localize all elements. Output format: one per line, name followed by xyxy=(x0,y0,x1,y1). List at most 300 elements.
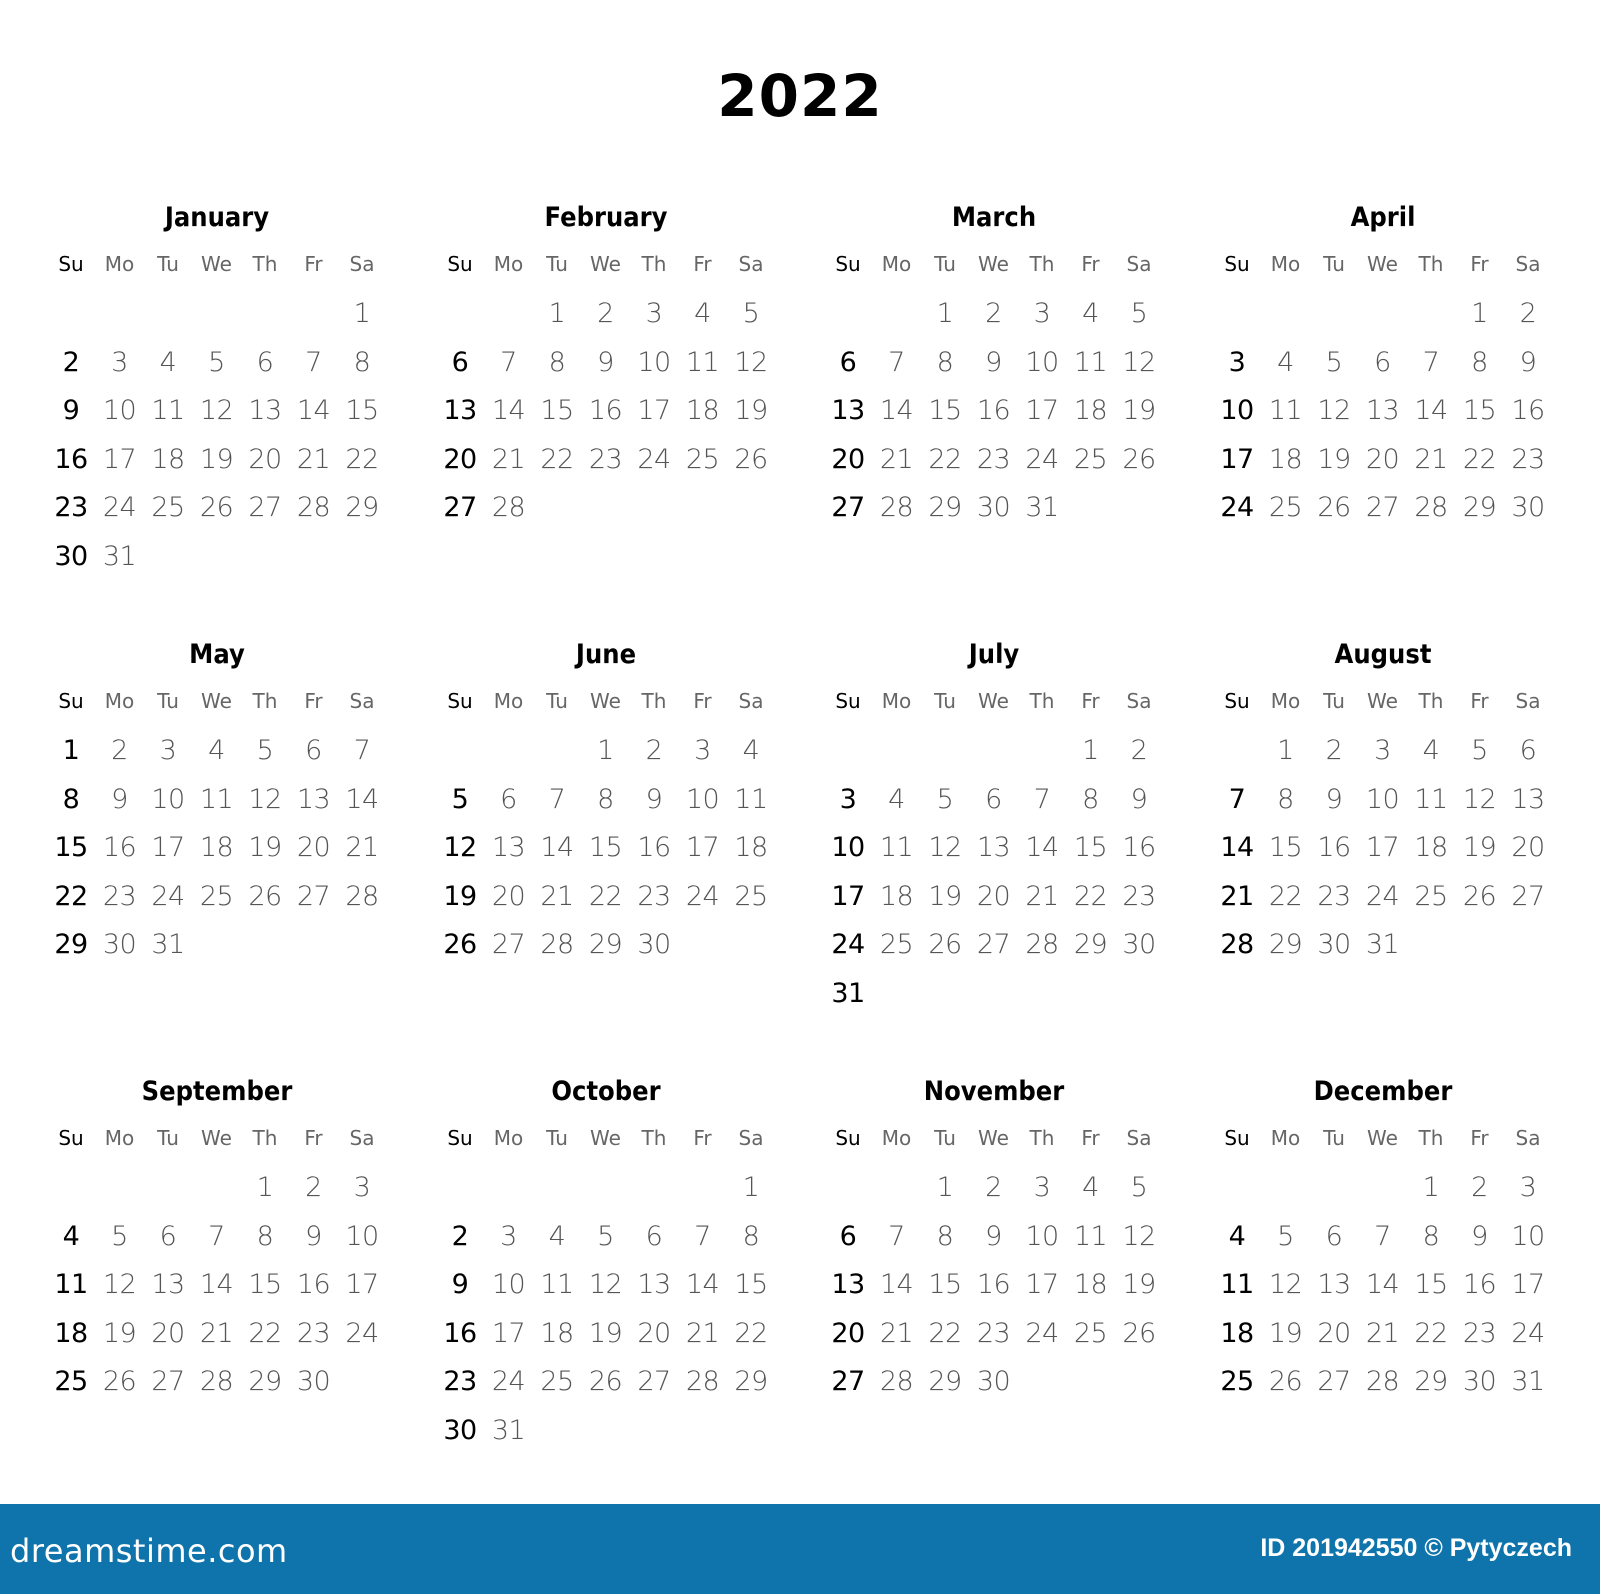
day-cell: 30 xyxy=(976,1366,1011,1397)
day-cell: 21 xyxy=(879,1317,914,1349)
day-cell: 28 xyxy=(1220,929,1254,960)
day-cell: 9 xyxy=(111,783,128,815)
day-cell: 26 xyxy=(248,880,282,912)
day-cell: 8 xyxy=(1277,783,1294,815)
weekday-header: Fr xyxy=(693,252,712,276)
day-cell: 7 xyxy=(353,735,371,766)
day-cell: 20 xyxy=(491,880,526,912)
day-cell: 14 xyxy=(540,832,574,863)
weekday-header: We xyxy=(1367,252,1398,276)
footer-bar xyxy=(0,1504,1600,1594)
day-cell: 5 xyxy=(1130,298,1148,329)
day-cell: 10 xyxy=(491,1269,526,1300)
day-cell: 27 xyxy=(248,492,282,523)
day-cell: 1 xyxy=(256,1172,274,1203)
day-cell: 21 xyxy=(685,1317,720,1349)
day-cell: 21 xyxy=(1414,443,1448,475)
day-cell: 15 xyxy=(1073,832,1108,863)
day-cell: 29 xyxy=(928,1366,962,1397)
day-cell: 9 xyxy=(985,1220,1002,1252)
day-cell: 9 xyxy=(985,346,1002,378)
day-cell: 19 xyxy=(1462,832,1497,863)
day-cell: 2 xyxy=(62,346,80,378)
day-cell: 17 xyxy=(1511,1269,1545,1300)
weekday-header: Th xyxy=(641,689,667,713)
day-cell: 16 xyxy=(54,443,88,475)
day-cell: 31 xyxy=(1025,492,1059,523)
day-cell: 21 xyxy=(1365,1317,1400,1349)
weekday-header: Sa xyxy=(1515,252,1541,276)
day-cell: 30 xyxy=(1317,929,1351,960)
day-cell: 25 xyxy=(540,1366,574,1397)
day-cell: 6 xyxy=(256,346,274,378)
day-cell: 2 xyxy=(451,1220,469,1252)
day-cell: 31 xyxy=(102,540,137,572)
day-cell: 30 xyxy=(1511,492,1545,523)
day-cell: 20 xyxy=(443,443,477,475)
day-cell: 8 xyxy=(62,783,80,815)
weekday-header: Th xyxy=(252,252,278,276)
day-cell: 4 xyxy=(1082,298,1099,329)
day-cell: 4 xyxy=(208,735,225,766)
day-cell: 19 xyxy=(199,443,234,475)
day-cell: 10 xyxy=(831,832,865,863)
day-cell: 3 xyxy=(1228,346,1246,378)
month-name: May xyxy=(189,639,245,670)
weekday-header: Sa xyxy=(349,1126,375,1150)
day-cell: 11 xyxy=(199,783,234,815)
day-cell: 19 xyxy=(248,832,282,863)
day-cell: 16 xyxy=(102,832,137,863)
day-cell: 23 xyxy=(1462,1317,1497,1349)
day-cell: 16 xyxy=(443,1317,477,1349)
day-cell: 26 xyxy=(1268,1366,1303,1397)
day-cell: 13 xyxy=(248,395,282,426)
day-cell: 30 xyxy=(637,929,671,960)
day-cell: 18 xyxy=(1268,443,1303,475)
day-cell: 16 xyxy=(588,395,623,426)
day-cell: 22 xyxy=(928,443,962,475)
weekday-header: We xyxy=(201,252,232,276)
day-cell: 9 xyxy=(1325,783,1343,815)
day-cell: 5 xyxy=(597,1220,614,1252)
day-cell: 1 xyxy=(1471,298,1488,329)
day-cell: 22 xyxy=(734,1317,768,1349)
day-cell: 21 xyxy=(345,832,379,863)
weekday-header: Mo xyxy=(104,1126,135,1150)
day-cell: 6 xyxy=(1519,735,1537,766)
weekday-header: Mo xyxy=(881,689,912,713)
weekday-header: Su xyxy=(835,689,861,713)
day-cell: 25 xyxy=(685,443,720,475)
weekday-header: Sa xyxy=(1515,689,1541,713)
day-cell: 11 xyxy=(540,1269,574,1300)
day-cell: 7 xyxy=(694,1220,711,1252)
day-cell: 28 xyxy=(540,929,574,960)
day-cell: 4 xyxy=(159,346,177,378)
weekday-header: Th xyxy=(252,689,278,713)
weekday-header: Mo xyxy=(493,1126,524,1150)
day-cell: 1 xyxy=(1082,735,1099,766)
day-cell: 4 xyxy=(694,298,711,329)
day-cell: 19 xyxy=(1122,395,1156,426)
weekday-header: Mo xyxy=(881,1126,912,1150)
day-cell: 24 xyxy=(1025,1317,1059,1349)
day-cell: 24 xyxy=(1220,492,1254,523)
day-cell: 27 xyxy=(831,492,865,523)
weekday-header: Mo xyxy=(104,252,135,276)
day-cell: 28 xyxy=(345,880,379,912)
day-cell: 18 xyxy=(1073,395,1108,426)
day-cell: 18 xyxy=(1073,1269,1108,1300)
day-cell: 17 xyxy=(1025,395,1059,426)
weekday-header: Sa xyxy=(738,1126,764,1150)
weekday-header: Th xyxy=(1029,689,1055,713)
day-cell: 23 xyxy=(296,1317,331,1349)
day-cell: 20 xyxy=(1511,832,1545,863)
day-cell: 8 xyxy=(1471,346,1488,378)
weekday-header: We xyxy=(978,252,1009,276)
day-cell: 5 xyxy=(451,783,469,815)
day-cell: 3 xyxy=(1033,298,1051,329)
weekday-header: We xyxy=(201,689,232,713)
weekday-header: Fr xyxy=(1470,689,1489,713)
day-cell: 6 xyxy=(645,1220,663,1252)
day-cell: 26 xyxy=(1122,443,1156,475)
day-cell: 14 xyxy=(1365,1269,1400,1300)
day-cell: 2 xyxy=(985,1172,1002,1203)
day-cell: 18 xyxy=(199,832,234,863)
day-cell: 1 xyxy=(548,298,566,329)
day-cell: 8 xyxy=(936,346,954,378)
day-cell: 13 xyxy=(443,395,477,426)
weekday-header: Tu xyxy=(546,252,568,276)
day-cell: 12 xyxy=(734,346,768,378)
day-cell: 2 xyxy=(1471,1172,1488,1203)
day-cell: 21 xyxy=(879,443,914,475)
day-cell: 27 xyxy=(1511,880,1545,912)
day-cell: 24 xyxy=(491,1366,526,1397)
day-cell: 21 xyxy=(540,880,574,912)
day-cell: 24 xyxy=(1025,443,1059,475)
weekday-header: Su xyxy=(447,689,473,713)
day-cell: 5 xyxy=(111,1220,128,1252)
day-cell: 4 xyxy=(1228,1220,1246,1252)
weekday-header: Mo xyxy=(493,689,524,713)
day-cell: 16 xyxy=(976,1269,1011,1300)
day-cell: 22 xyxy=(1268,880,1303,912)
day-cell: 22 xyxy=(588,880,623,912)
day-cell: 29 xyxy=(1414,1366,1448,1397)
month-name: March xyxy=(951,202,1037,233)
day-cell: 9 xyxy=(1519,346,1537,378)
day-cell: 23 xyxy=(588,443,623,475)
day-cell: 14 xyxy=(199,1269,234,1300)
weekday-header: Fr xyxy=(1470,1126,1489,1150)
day-cell: 4 xyxy=(548,1220,566,1252)
day-cell: 3 xyxy=(353,1172,371,1203)
day-cell: 17 xyxy=(151,832,185,863)
weekday-header: Sa xyxy=(738,689,764,713)
weekday-header: Fr xyxy=(304,252,323,276)
weekday-header: Su xyxy=(1224,252,1250,276)
day-cell: 15 xyxy=(1462,395,1497,426)
weekday-header: Sa xyxy=(1515,1126,1541,1150)
weekday-header: Th xyxy=(1418,1126,1444,1150)
weekday-header: Su xyxy=(1224,689,1250,713)
weekday-header: Th xyxy=(1029,1126,1055,1150)
day-cell: 20 xyxy=(151,1317,185,1349)
day-cell: 21 xyxy=(1220,880,1254,912)
weekday-header: Th xyxy=(1418,252,1444,276)
day-cell: 26 xyxy=(1122,1317,1156,1349)
day-cell: 1 xyxy=(936,298,954,329)
day-cell: 22 xyxy=(928,1317,962,1349)
day-cell: 8 xyxy=(353,346,371,378)
day-cell: 7 xyxy=(1422,346,1440,378)
day-cell: 16 xyxy=(976,395,1011,426)
day-cell: 20 xyxy=(248,443,282,475)
day-cell: 28 xyxy=(1025,929,1059,960)
day-cell: 27 xyxy=(976,929,1011,960)
day-cell: 1 xyxy=(936,1172,954,1203)
day-cell: 24 xyxy=(1365,880,1400,912)
day-cell: 1 xyxy=(597,735,614,766)
day-cell: 15 xyxy=(734,1269,768,1300)
day-cell: 15 xyxy=(54,832,88,863)
day-cell: 16 xyxy=(1122,832,1156,863)
day-cell: 2 xyxy=(1519,298,1537,329)
month-name: February xyxy=(544,202,668,233)
day-cell: 23 xyxy=(54,492,88,523)
day-cell: 19 xyxy=(1317,443,1351,475)
day-cell: 23 xyxy=(637,880,671,912)
day-cell: 3 xyxy=(1519,1172,1537,1203)
weekday-header: Fr xyxy=(693,689,712,713)
day-cell: 17 xyxy=(1220,443,1254,475)
day-cell: 12 xyxy=(928,832,962,863)
weekday-header: Fr xyxy=(1081,252,1100,276)
weekday-header: Fr xyxy=(1081,689,1100,713)
day-cell: 24 xyxy=(637,443,671,475)
day-cell: 4 xyxy=(742,735,760,766)
day-cell: 2 xyxy=(985,298,1002,329)
day-cell: 13 xyxy=(976,832,1011,863)
day-cell: 18 xyxy=(734,832,768,863)
weekday-header: Mo xyxy=(1270,252,1301,276)
weekday-header: Fr xyxy=(304,689,323,713)
weekday-header: Mo xyxy=(104,689,135,713)
day-cell: 9 xyxy=(305,1220,322,1252)
day-cell: 17 xyxy=(1025,1269,1059,1300)
day-cell: 25 xyxy=(151,492,185,523)
day-cell: 15 xyxy=(345,395,379,426)
day-cell: 25 xyxy=(1073,1317,1108,1349)
weekday-header: Tu xyxy=(1323,1126,1345,1150)
day-cell: 14 xyxy=(491,395,526,426)
day-cell: 30 xyxy=(1122,929,1156,960)
day-cell: 31 xyxy=(1511,1366,1545,1397)
weekday-header: Sa xyxy=(349,689,375,713)
day-cell: 2 xyxy=(1325,735,1343,766)
day-cell: 5 xyxy=(1277,1220,1294,1252)
day-cell: 19 xyxy=(1268,1317,1303,1349)
day-cell: 17 xyxy=(491,1317,526,1349)
weekday-header: Su xyxy=(447,252,473,276)
day-cell: 20 xyxy=(637,1317,671,1349)
weekday-header: Th xyxy=(1029,252,1055,276)
weekday-header: We xyxy=(590,1126,621,1150)
day-cell: 6 xyxy=(1325,1220,1343,1252)
month-name: December xyxy=(1313,1076,1453,1107)
weekday-header: Tu xyxy=(1323,689,1345,713)
day-cell: 28 xyxy=(879,492,914,523)
day-cell: 6 xyxy=(985,783,1002,815)
day-cell: 1 xyxy=(62,735,80,766)
day-cell: 16 xyxy=(1317,832,1351,863)
day-cell: 23 xyxy=(1122,880,1156,912)
day-cell: 23 xyxy=(976,1317,1011,1349)
day-cell: 11 xyxy=(1414,783,1448,815)
day-cell: 27 xyxy=(637,1366,671,1397)
day-cell: 24 xyxy=(1511,1317,1545,1349)
day-cell: 9 xyxy=(62,395,80,426)
day-cell: 17 xyxy=(345,1269,379,1300)
day-cell: 2 xyxy=(645,735,663,766)
day-cell: 15 xyxy=(1268,832,1303,863)
day-cell: 21 xyxy=(1025,880,1059,912)
day-cell: 3 xyxy=(645,298,663,329)
month-name: July xyxy=(968,639,1020,670)
day-cell: 30 xyxy=(976,492,1011,523)
day-cell: 16 xyxy=(1511,395,1545,426)
day-cell: 13 xyxy=(637,1269,671,1300)
day-cell: 29 xyxy=(54,929,88,960)
day-cell: 31 xyxy=(491,1414,526,1446)
day-cell: 25 xyxy=(1073,443,1108,475)
day-cell: 8 xyxy=(597,783,614,815)
day-cell: 8 xyxy=(256,1220,274,1252)
day-cell: 27 xyxy=(831,1366,865,1397)
day-cell: 27 xyxy=(296,880,331,912)
day-cell: 12 xyxy=(443,832,477,863)
day-cell: 25 xyxy=(54,1366,88,1397)
day-cell: 8 xyxy=(742,1220,760,1252)
day-cell: 4 xyxy=(1082,1172,1099,1203)
weekday-header: Tu xyxy=(546,1126,568,1150)
day-cell: 7 xyxy=(888,346,905,378)
day-cell: 10 xyxy=(1511,1220,1545,1252)
day-cell: 2 xyxy=(111,735,128,766)
weekday-header: We xyxy=(590,252,621,276)
weekday-header: We xyxy=(978,689,1009,713)
day-cell: 10 xyxy=(1025,346,1059,378)
day-cell: 30 xyxy=(54,540,88,572)
day-cell: 10 xyxy=(637,346,671,378)
dreamstime-logo: dreamstime.com xyxy=(10,1532,288,1570)
weekday-header: Tu xyxy=(934,1126,956,1150)
weekday-header: Tu xyxy=(1323,252,1345,276)
day-cell: 9 xyxy=(645,783,663,815)
day-cell: 28 xyxy=(1365,1366,1400,1397)
day-cell: 4 xyxy=(62,1220,80,1252)
day-cell: 29 xyxy=(248,1366,282,1397)
day-cell: 14 xyxy=(879,395,914,426)
day-cell: 30 xyxy=(1462,1366,1497,1397)
day-cell: 23 xyxy=(1317,880,1351,912)
day-cell: 11 xyxy=(1073,346,1108,378)
day-cell: 13 xyxy=(1365,395,1400,426)
day-cell: 1 xyxy=(1422,1172,1440,1203)
day-cell: 7 xyxy=(888,1220,905,1252)
day-cell: 27 xyxy=(151,1366,185,1397)
day-cell: 2 xyxy=(597,298,614,329)
day-cell: 4 xyxy=(888,783,905,815)
day-cell: 2 xyxy=(1130,735,1148,766)
day-cell: 18 xyxy=(685,395,720,426)
day-cell: 9 xyxy=(1130,783,1148,815)
day-cell: 3 xyxy=(1374,735,1391,766)
day-cell: 7 xyxy=(1228,783,1246,815)
day-cell: 30 xyxy=(443,1414,477,1446)
day-cell: 3 xyxy=(839,783,857,815)
day-cell: 28 xyxy=(296,492,331,523)
day-cell: 22 xyxy=(248,1317,282,1349)
day-cell: 7 xyxy=(548,783,566,815)
day-cell: 8 xyxy=(548,346,566,378)
day-cell: 31 xyxy=(831,977,865,1009)
day-cell: 12 xyxy=(248,783,282,815)
weekday-header: Th xyxy=(252,1126,278,1150)
day-cell: 14 xyxy=(685,1269,720,1300)
day-cell: 21 xyxy=(296,443,331,475)
weekday-header: Su xyxy=(835,252,861,276)
day-cell: 16 xyxy=(637,832,671,863)
day-cell: 24 xyxy=(345,1317,379,1349)
day-cell: 19 xyxy=(102,1317,137,1349)
day-cell: 29 xyxy=(1462,492,1497,523)
month-name: April xyxy=(1350,202,1416,233)
day-cell: 30 xyxy=(102,929,137,960)
weekday-header: We xyxy=(1367,1126,1398,1150)
day-cell: 16 xyxy=(296,1269,331,1300)
weekday-header: Su xyxy=(58,689,84,713)
day-cell: 16 xyxy=(1462,1269,1497,1300)
day-cell: 6 xyxy=(305,735,322,766)
month-name: November xyxy=(923,1076,1065,1107)
weekday-header: Fr xyxy=(304,1126,323,1150)
month-name: September xyxy=(141,1076,293,1107)
day-cell: 25 xyxy=(199,880,234,912)
day-cell: 19 xyxy=(588,1317,623,1349)
day-cell: 28 xyxy=(879,1366,914,1397)
day-cell: 6 xyxy=(839,1220,857,1252)
day-cell: 13 xyxy=(151,1269,185,1300)
day-cell: 27 xyxy=(491,929,526,960)
day-cell: 14 xyxy=(296,395,331,426)
day-cell: 11 xyxy=(54,1269,88,1300)
day-cell: 18 xyxy=(54,1317,88,1349)
weekday-header: We xyxy=(201,1126,232,1150)
day-cell: 23 xyxy=(1511,443,1545,475)
day-cell: 4 xyxy=(1277,346,1294,378)
day-cell: 28 xyxy=(1414,492,1448,523)
day-cell: 20 xyxy=(831,443,865,475)
day-cell: 10 xyxy=(1365,783,1400,815)
day-cell: 20 xyxy=(976,880,1011,912)
day-cell: 25 xyxy=(1414,880,1448,912)
day-cell: 2 xyxy=(305,1172,322,1203)
